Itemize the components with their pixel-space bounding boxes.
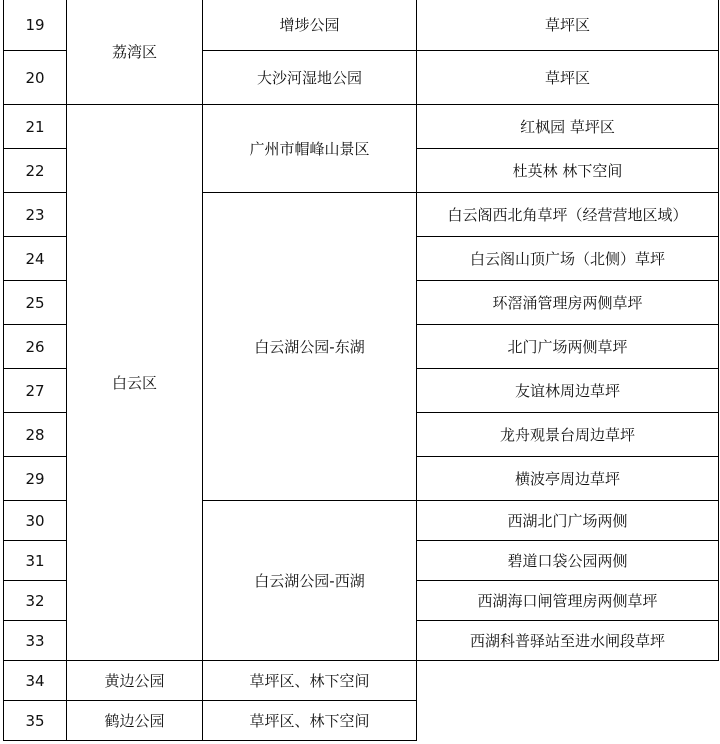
area-cell: 西湖科普驿站至进水闸段草坪 [417, 621, 719, 661]
campsite-table [3, 0, 719, 741]
row-number: 33 [4, 621, 67, 661]
row-number: 19 [4, 0, 67, 51]
row-number: 25 [4, 281, 67, 325]
district-cell: 白云区 [67, 105, 203, 661]
row-number: 24 [4, 237, 67, 281]
row-number: 23 [4, 193, 67, 237]
row-number: 35 [4, 701, 67, 741]
area-cell: 友谊林周边草坪 [417, 369, 719, 413]
row-number: 30 [4, 501, 67, 541]
row-number: 20 [4, 51, 67, 105]
row-number: 22 [4, 149, 67, 193]
table-row [4, 0, 719, 51]
row-number: 26 [4, 325, 67, 369]
area-cell: 北门广场两侧草坪 [417, 325, 719, 369]
area-cell: 杜英林 林下空间 [417, 149, 719, 193]
row-number: 27 [4, 369, 67, 413]
park-cell: 黄边公园 [67, 661, 203, 701]
area-cell: 西湖海口闸管理房两侧草坪 [417, 581, 719, 621]
row-number: 29 [4, 457, 67, 501]
area-cell: 西湖北门广场两侧 [417, 501, 719, 541]
row-number: 32 [4, 581, 67, 621]
area-cell: 红枫园 草坪区 [417, 105, 719, 149]
park-cell: 鹤边公园 [67, 701, 203, 741]
park-cell: 广州市帽峰山景区 [203, 105, 417, 193]
row-number: 34 [4, 661, 67, 701]
park-cell: 白云湖公园-东湖 [203, 193, 417, 501]
area-cell: 白云阁山顶广场（北侧）草坪 [417, 237, 719, 281]
area-cell: 横波亭周边草坪 [417, 457, 719, 501]
row-number: 21 [4, 105, 67, 149]
park-cell: 增埗公园 [203, 0, 417, 51]
row-number: 28 [4, 413, 67, 457]
row-number: 31 [4, 541, 67, 581]
table-row [4, 661, 719, 701]
area-cell: 龙舟观景台周边草坪 [417, 413, 719, 457]
area-cell: 草坪区、林下空间 [203, 661, 417, 701]
area-cell: 碧道口袋公园两侧 [417, 541, 719, 581]
table-row [4, 105, 719, 149]
district-cell: 荔湾区 [67, 0, 203, 105]
park-cell: 白云湖公园-西湖 [203, 501, 417, 661]
area-cell: 白云阁西北角草坪（经营营地区域） [417, 193, 719, 237]
table-row [4, 701, 719, 741]
area-cell: 草坪区、林下空间 [203, 701, 417, 741]
park-cell: 大沙河湿地公园 [203, 51, 417, 105]
area-cell: 草坪区 [417, 51, 719, 105]
area-cell: 草坪区 [417, 0, 719, 51]
area-cell: 环滘涌管理房两侧草坪 [417, 281, 719, 325]
